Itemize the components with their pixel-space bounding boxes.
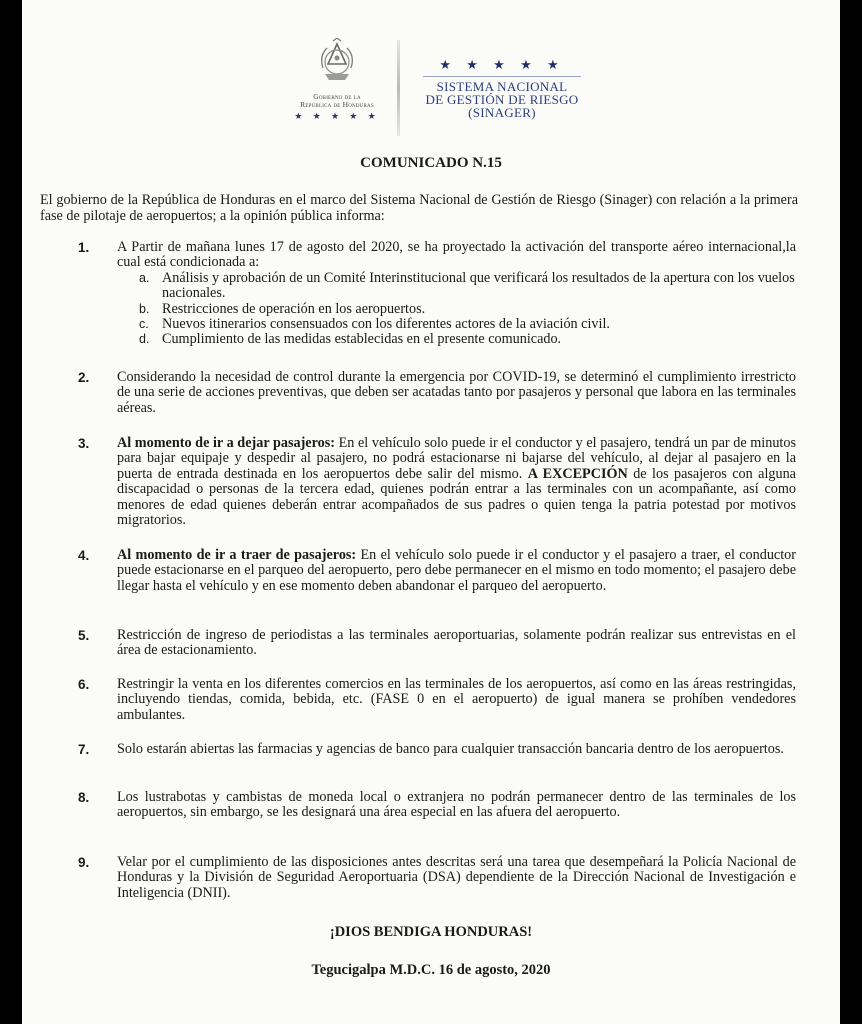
sub-list-item xyxy=(117,302,796,317)
sinager-stars-icon: ★ ★ ★ ★ ★ xyxy=(439,57,565,72)
letterhead xyxy=(22,0,840,140)
list-item-number: 6. xyxy=(78,677,90,692)
sub-list-item xyxy=(117,317,796,332)
bold-lead-in: Al momento de ir a traer de pasajeros: xyxy=(117,547,357,563)
sub-list-text: Análisis y aprobación de un Comité Interinstitucional que verificará los resultados de la apertura con los vuelos nacionales. xyxy=(162,269,795,302)
list-item-9 xyxy=(60,855,796,901)
sub-list-item xyxy=(117,271,796,302)
sinager-logo xyxy=(417,58,587,119)
list-item-number: 3. xyxy=(78,436,90,451)
seal-caption-line-2: República de Honduras xyxy=(300,100,374,109)
list-item-text-part: En el vehículo solo puede ir el conductor y el pasajero a traer, el conductor puede estacionarse en el parqueo del aeropuerto, pero debe permanecer en el mismo en todo momento; el pasajero debe llegar hasta el vehículo y en ese momento deben abandonar el parqueo del aeropuerto. xyxy=(117,547,796,594)
list-item-number: 1. xyxy=(78,240,90,255)
honduras-coat-of-arms-icon xyxy=(315,38,359,88)
list-item-text xyxy=(117,436,796,528)
bold-lead-in: Al momento de ir a dejar pasajeros: xyxy=(117,435,335,451)
list-item-text: Velar por el cumplimiento de las disposiciones antes descritas será una tarea que desempeñará la Policía Nacional de Honduras y la División de Seguridad Aeroportuaria (DSA) dependiente de la Dirección Nacional de Investigación e Inteligencia (DNII). xyxy=(117,854,796,901)
sub-list-letter: b. xyxy=(139,301,150,316)
sub-list-letter: a. xyxy=(139,270,150,285)
sub-list-text: Cumplimiento de las medidas establecidas en el presente comunicado. xyxy=(162,331,562,348)
list-item-text: Restricción de ingreso de periodistas a las terminales aeroportuarias, solamente podrán realizar sus entrevistas en el área de estacionamiento. xyxy=(117,627,796,659)
sub-list-text: Restricciones de operación en los aeropuertos. xyxy=(162,300,426,317)
list-item-text: Considerando la necesidad de control durante la emergencia por COVID-19, se determinó el cumplimiento irrestricto de una serie de acciones preventivas, que deben ser acatadas tanto por pasajeros y personal que labora en las terminales aéreas. xyxy=(117,369,796,416)
seal-stars-icon: ★ ★ ★ ★ ★ xyxy=(294,111,380,121)
sinager-name-line-2: DE GESTIÓN DE RIESGO xyxy=(425,92,579,107)
communique-title: COMUNICADO N.15 xyxy=(360,155,502,171)
list-item-2 xyxy=(60,370,796,416)
list-item-3 xyxy=(60,436,796,528)
list-item-number: 2. xyxy=(78,370,90,385)
bold-exception: A EXCEPCIÓN xyxy=(527,465,628,482)
sub-list-letter: c. xyxy=(139,317,149,332)
list-item-text-part: En el vehículo solo puede ir el conductor y el pasajero, tendrá un par de minutos para bajar equipaje y despedir al pasajero, no podrá estacionarse ni bajarse del vehículo, al dejar al pasajero en la puerta de entrada destinada en los aeropuertos debe salir del mismo. xyxy=(117,435,796,482)
sinager-name-line-1: SISTEMA NACIONAL xyxy=(436,79,568,94)
list-item-6 xyxy=(60,677,796,723)
sinager-rule xyxy=(423,76,581,77)
intro-paragraph: El gobierno de la República de Honduras en el marco del Sistema Nacional de Gestión de Riesgo (Sinager) con relación a la primera fase de pilotaje de aeropuertos; a la opinión pública informa: xyxy=(40,192,798,224)
list-item-number: 8. xyxy=(78,790,90,805)
list-item-5 xyxy=(60,628,796,659)
list-item-text: Solo estarán abiertas las farmacias y agencias de banco para cualquier transacción bancaria dentro de los aeropuertos. xyxy=(117,741,784,757)
sinager-name-line-3: (SINAGER) xyxy=(468,105,536,120)
list-item-4 xyxy=(60,548,796,594)
list-item-7 xyxy=(60,742,796,757)
sub-list-text: Nuevos itinerarios consensuados con los diferentes actores de la aviación civil. xyxy=(162,316,610,333)
list-item-number: 5. xyxy=(78,628,90,643)
list-item-text-part: de los pasajeros con alguna discapacidad o personas de la tercera edad, quienes podrán entrar a las terminales con un acompañante, así como menores de edad quienes deberán entrar acompañados de sus padres o quien tenga la patria potestad por motivos migratorios. xyxy=(117,465,796,529)
list-item-1 xyxy=(60,240,796,348)
list-item-number: 4. xyxy=(78,548,90,563)
header-divider xyxy=(397,40,400,136)
list-item-number: 7. xyxy=(78,742,90,757)
government-seal xyxy=(272,38,402,138)
seal-caption-line-1: Gobierno de la xyxy=(313,92,361,101)
dateline: Tegucigalpa M.D.C. 16 de agosto, 2020 xyxy=(311,962,551,978)
sub-list xyxy=(117,271,796,348)
sub-list-item xyxy=(117,332,796,347)
document-page xyxy=(22,0,840,1024)
list-item-number: 9. xyxy=(78,855,90,870)
list-item-text: A Partir de mañana lunes 17 de agosto del 2020, se ha proyectado la activación del transporte aéreo internacional,la cual está condicionada a: xyxy=(117,239,796,271)
list-item-text: Restringir la venta en los diferentes comercios en las terminales de los aeropuertos, así como en las áreas restringidas, incluyendo tiendas, comida, bebida, etc. (FASE 0 en el aeropuerto) de igual manera se prohíben vendedores ambulantes. xyxy=(117,676,796,723)
closing-line: ¡DIOS BENDIGA HONDURAS! xyxy=(329,924,533,940)
list-item-8 xyxy=(60,790,796,821)
list-item-text: Los lustrabotas y cambistas de moneda local o extranjera no podrán permanecer dentro de las terminales de los aeropuertos, sin embargo, se les designará una área especial en las afuera del aeropuerto. xyxy=(117,789,796,821)
list-item-text xyxy=(117,548,796,594)
sub-list-letter: d. xyxy=(139,332,150,347)
